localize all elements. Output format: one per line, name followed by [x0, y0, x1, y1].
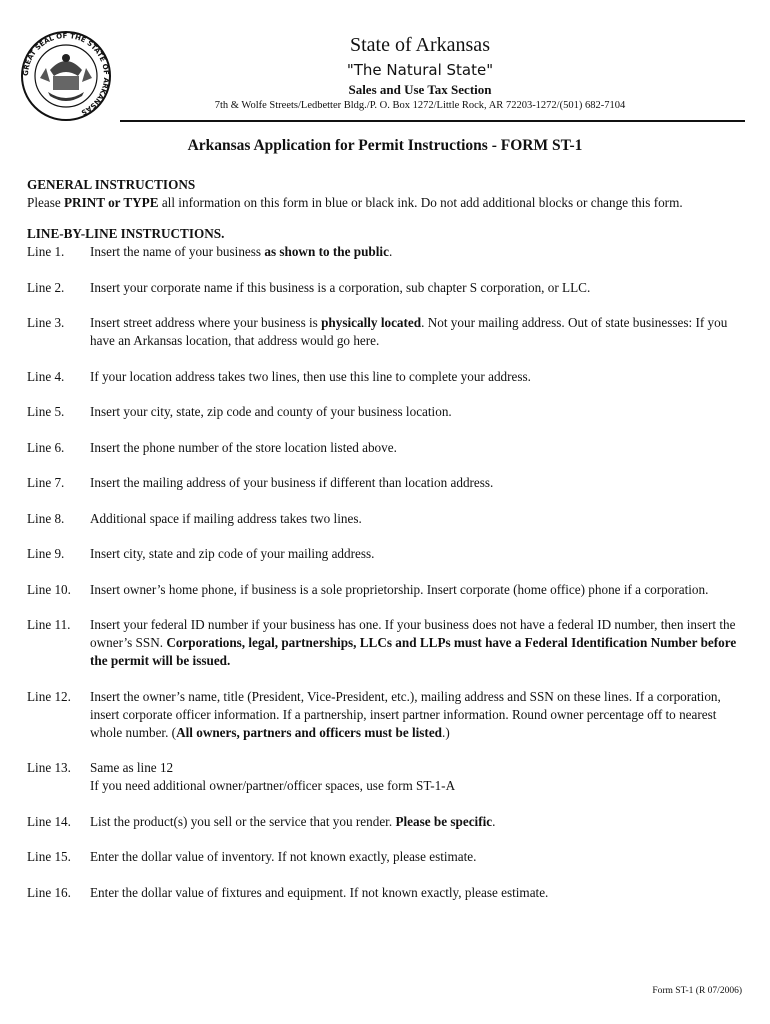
office-address: 7th & Wolfe Streets/Ledbetter Bldg./P. O. Box 1272/Little Rock, AR 72203-1272/(501) 682-7104 — [214, 100, 626, 111]
form-revision-footer: Form ST-1 (R 07/2006) — [652, 986, 742, 996]
line-instruction-text: Enter the dollar value of fixtures and equipment. If not known exactly, please estimate. — [90, 884, 549, 900]
line-instruction-text: Insert your corporate name if this business is a corporation, sub chapter S corporation, or LLC. — [90, 279, 591, 295]
line-number: Line 13. — [27, 760, 71, 775]
line-instruction-text: Enter the dollar value of inventory. If not known exactly, please estimate. — [90, 849, 477, 864]
line-number: Line 4. — [27, 368, 65, 384]
line-number: Line 9. — [27, 546, 65, 561]
line-instruction-text: Insert your city, state, zip code and county of your business location. — [90, 404, 452, 419]
line-number: Line 6. — [27, 439, 65, 455]
line-instruction-text: Insert owner’s home phone, if business is a sole proprietorship. Insert corporate (home office) phone if a corporation. — [90, 581, 709, 597]
line-instruction-text: If your location address takes two lines, then use this line to complete your address. — [90, 368, 531, 384]
line-instruction-text: Insert your federal ID number if your business has one. If your business does not have a federal ID number, then insert the owner’s SSN. Corporations, legal, partnerships, LLCs and LLPs must have a Federal Identification Number before the permit will be issued. — [90, 617, 737, 668]
line-number: Line 8. — [27, 510, 65, 526]
instruction-line — [27, 848, 747, 866]
line-number: Line 10. — [27, 581, 71, 597]
instruction-line — [27, 474, 747, 492]
general-instructions-text: Please PRINT or TYPE all information on this form in blue or black ink. Do not add additional blocks or change this form. — [27, 195, 683, 210]
line-instruction-text: Same as line 12 If you need additional owner/partner/officer spaces, use form ST-1-A — [90, 760, 456, 793]
line-number: Line 15. — [27, 849, 71, 864]
letterhead — [120, 32, 720, 113]
line-by-line-heading: LINE-BY-LINE INSTRUCTIONS. — [27, 226, 225, 241]
line-instruction-text: Insert street address where your business is physically located. Not your mailing address. Out of state businesses: If you have an Arkansas location, that address would go here. — [90, 315, 728, 348]
instruction-line — [27, 581, 747, 599]
line-number: Line 16. — [27, 884, 71, 900]
state-motto: "The Natural State" — [346, 61, 494, 79]
section-name: Sales and Use Tax Section — [348, 82, 492, 97]
line-number: Line 12. — [27, 688, 71, 704]
state-seal-logo — [20, 30, 112, 122]
line-number: Line 11. — [27, 617, 71, 632]
instruction-line — [27, 545, 747, 563]
document-title: Arkansas Application for Permit Instructions - FORM ST-1 — [187, 137, 583, 154]
instruction-line — [27, 314, 747, 350]
general-instructions-heading: GENERAL INSTRUCTIONS — [27, 177, 196, 192]
state-title: State of Arkansas — [350, 34, 490, 56]
line-instruction-text: Insert the owner’s name, title (President, Vice-President, etc.), mailing address and SSN on these lines. If a corporation, insert corporate officer information. If a partnership, insert partner information. Round owner percentage off to nearest whole number. (All owners, partners and officers must be listed.) — [90, 688, 721, 740]
instruction-line — [27, 884, 747, 902]
instruction-line — [27, 368, 747, 386]
line-number: Line 5. — [27, 404, 65, 419]
instruction-line — [27, 688, 747, 742]
line-instruction-text: Insert the name of your business as shown to the public. — [90, 244, 393, 259]
line-number: Line 14. — [27, 813, 71, 829]
instruction-line — [27, 759, 747, 795]
line-number: Line 7. — [27, 475, 65, 490]
line-instruction-text: Additional space if mailing address takes two lines. — [90, 510, 362, 526]
instruction-line — [27, 813, 747, 831]
instructions-body — [27, 176, 747, 919]
instruction-line — [27, 279, 747, 297]
line-number: Line 1. — [27, 244, 65, 259]
line-number: Line 3. — [27, 315, 65, 330]
line-instruction-text: Insert the mailing address of your business if different than location address. — [90, 475, 494, 490]
instruction-line — [27, 243, 747, 261]
header-divider — [120, 120, 745, 122]
line-instruction-text: Insert city, state and zip code of your mailing address. — [90, 546, 375, 561]
instruction-line — [27, 510, 747, 528]
instruction-line — [27, 439, 747, 457]
line-instructions-list — [27, 243, 747, 902]
svg-text:GREAT SEAL OF THE STATE OF ARK: GREAT SEAL OF THE STATE OF ARKANSAS — [21, 31, 111, 117]
line-instruction-text: List the product(s) you sell or the service that you render. Please be specific. — [90, 813, 496, 829]
instruction-line — [27, 403, 747, 421]
line-number: Line 2. — [27, 279, 65, 295]
instruction-line — [27, 616, 747, 670]
line-instruction-text: Insert the phone number of the store location listed above. — [90, 439, 397, 455]
